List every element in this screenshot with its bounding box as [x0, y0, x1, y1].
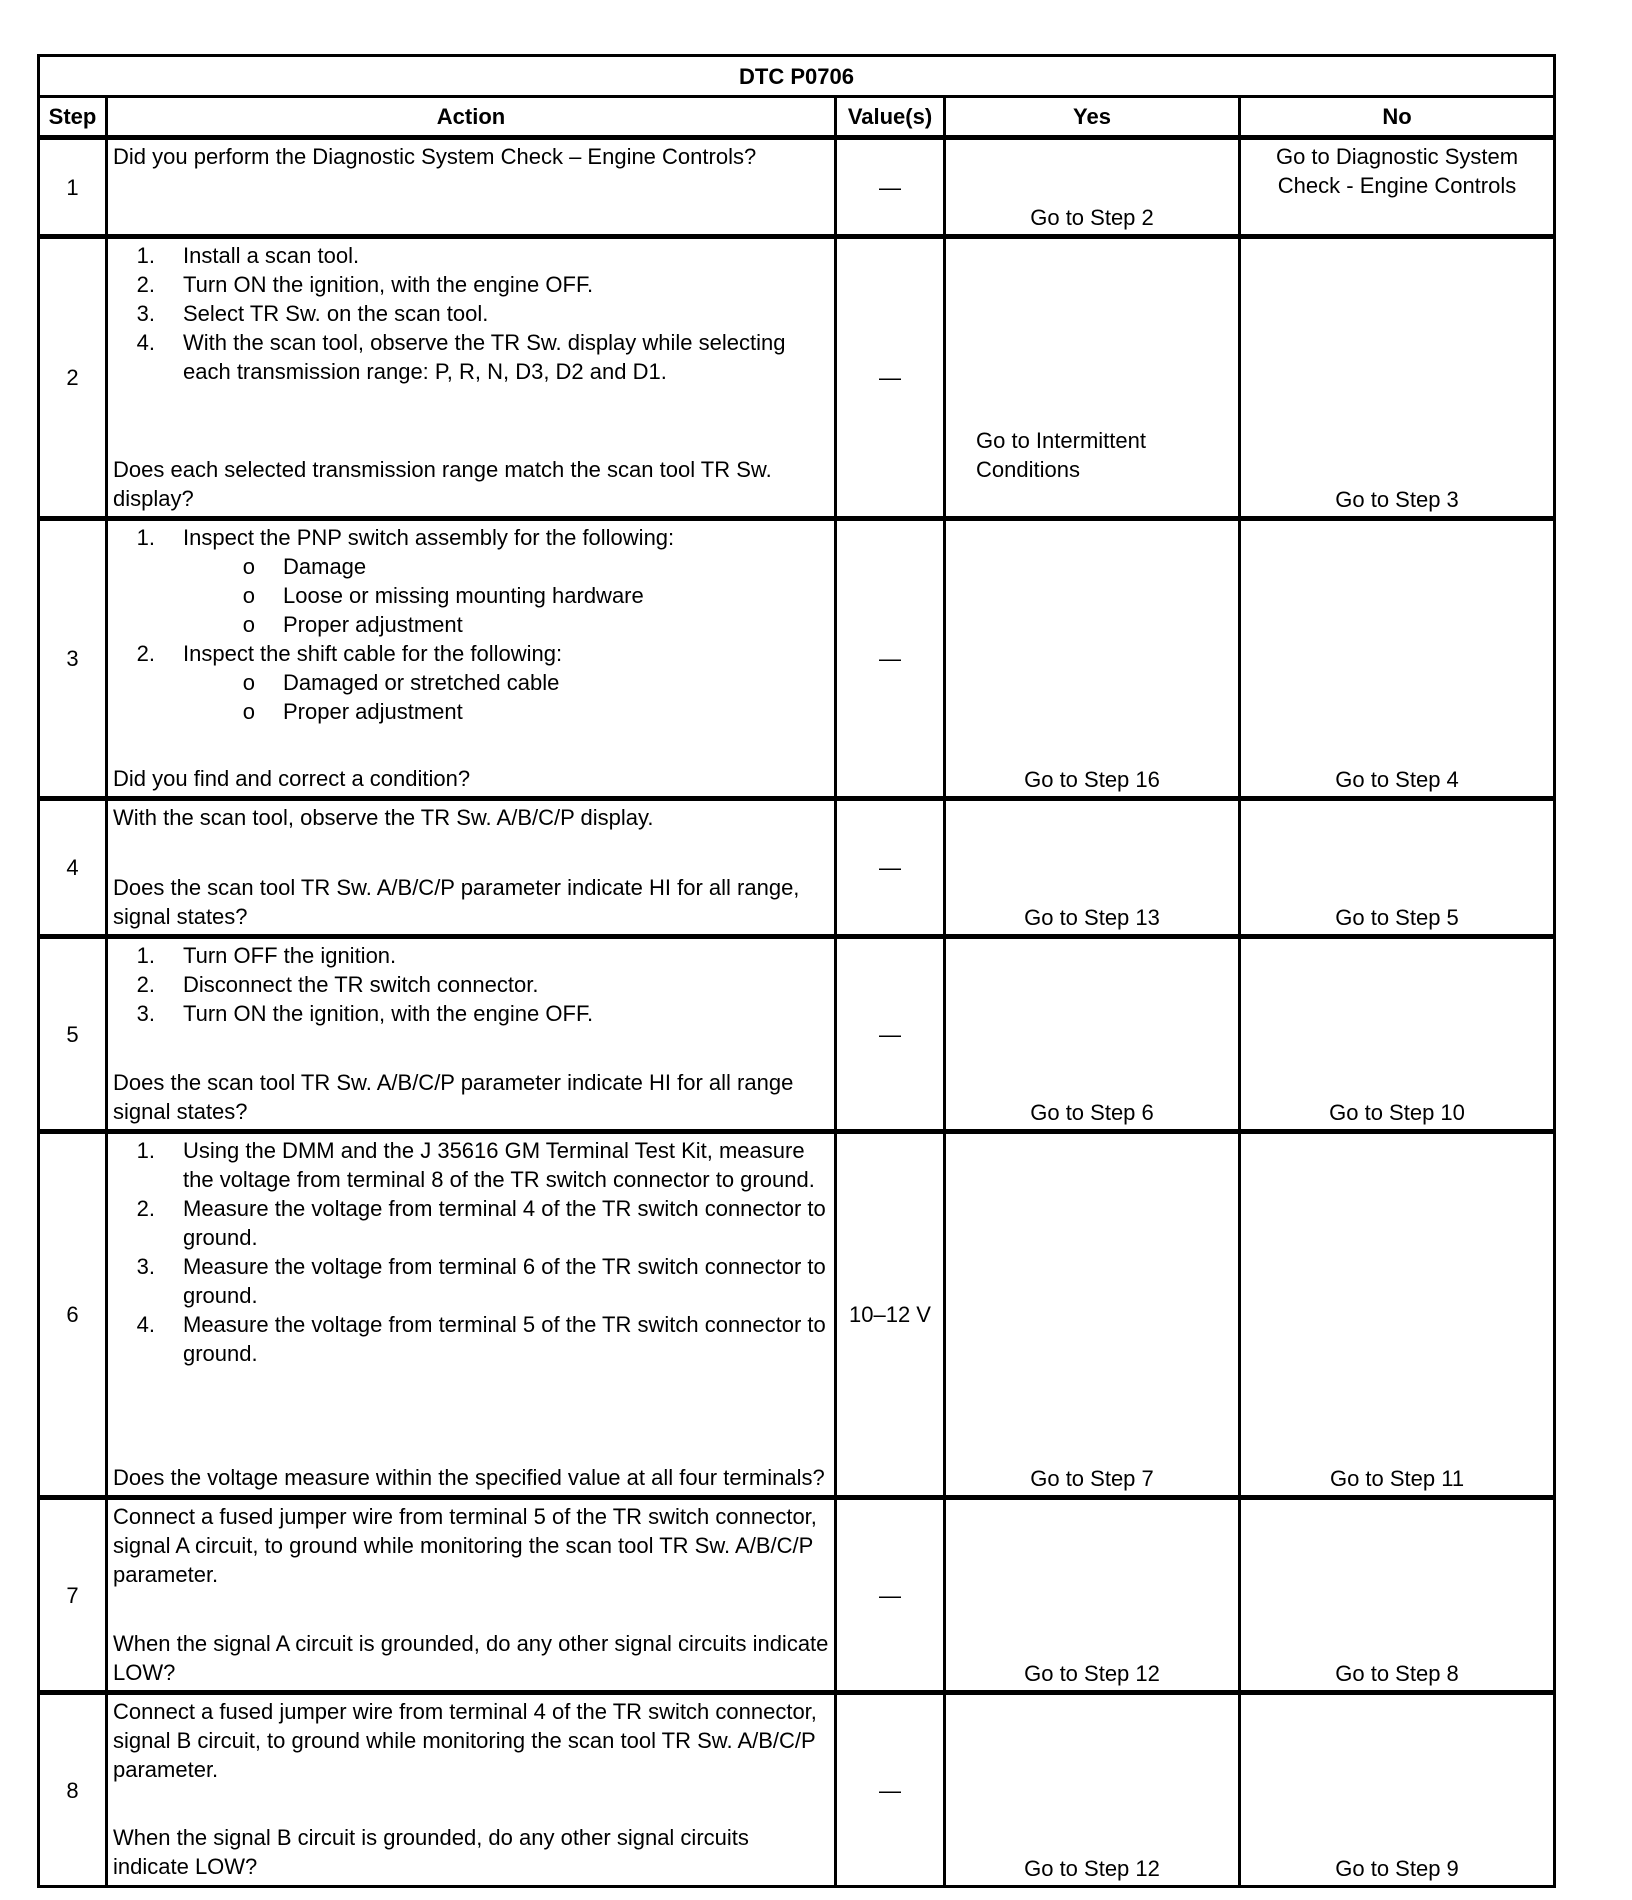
list-number: 3. — [136, 1254, 155, 1279]
header-action: Action — [107, 97, 836, 138]
list-item — [113, 299, 829, 328]
bullet-icon: o — [242, 583, 255, 608]
yes-action: Go to Step 7 — [945, 1132, 1240, 1498]
action-question: Does the scan tool TR Sw. A/B/C/P parameter indicate HI for all range, signal states? — [113, 875, 800, 929]
list-number: 1. — [136, 943, 155, 968]
list-item — [113, 1310, 829, 1368]
list-item — [113, 639, 829, 726]
list-item-body — [183, 241, 359, 270]
yes-action: Go to Step 12 — [945, 1693, 1240, 1887]
list-item-text: With the scan tool, observe the TR Sw. display while selecting each transmission range: P, R, N, D3, D2 and D1. — [183, 330, 786, 384]
list-item-body — [183, 1252, 829, 1310]
action-steps-list — [113, 523, 829, 726]
sub-item-text: Proper adjustment — [283, 612, 463, 637]
no-action: Go to Step 5 — [1240, 799, 1555, 937]
action-question: When the signal B circuit is grounded, do any other signal circuits indicate LOW? — [113, 1825, 749, 1879]
step-number: 4 — [39, 799, 107, 937]
list-number: 2. — [136, 1196, 155, 1221]
value-cell: — — [836, 937, 945, 1132]
step-number: 3 — [39, 519, 107, 799]
sub-item — [183, 581, 674, 610]
list-item-text: Install a scan tool. — [183, 243, 360, 268]
sub-item — [183, 697, 562, 726]
list-item-text: Measure the voltage from terminal 5 of the TR switch connector to ground. — [183, 1312, 826, 1366]
yes-action: Go to Step 6 — [945, 937, 1240, 1132]
list-item-text: Using the DMM and the J 35616 GM Terminal Test Kit, measure the voltage from terminal 8 of the TR switch connector to ground. — [183, 1138, 815, 1192]
header-step: Step — [39, 97, 107, 138]
table-row — [39, 138, 1555, 237]
list-item-text: Turn ON the ignition, with the engine OFF. — [183, 1001, 594, 1026]
action-text: Did you perform the Diagnostic System Check – Engine Controls? — [113, 144, 757, 169]
list-item-text: Inspect the shift cable for the following: — [183, 641, 563, 666]
list-item-body — [183, 999, 593, 1028]
action-question: Does the scan tool TR Sw. A/B/C/P parameter indicate HI for all range signal states? — [113, 1070, 794, 1124]
bullet-icon: o — [242, 554, 255, 579]
list-item-body — [183, 270, 593, 299]
diagnostic-table — [37, 54, 1556, 1888]
value-cell: — — [836, 519, 945, 799]
list-item — [113, 270, 829, 299]
action-cell — [107, 237, 836, 519]
action-cell — [107, 519, 836, 799]
yes-action: Go to Step 2 — [945, 138, 1240, 237]
action-cell — [107, 937, 836, 1132]
no-action: Go to Step 3 — [1240, 237, 1555, 519]
action-cell — [107, 1132, 836, 1498]
action-text: Connect a fused jumper wire from terminal 4 of the TR switch connector, signal B circuit, to ground while monitoring the scan tool TR Sw. A/B/C/P parameter. — [113, 1699, 817, 1782]
table-row — [39, 519, 1555, 799]
action-content — [113, 1136, 829, 1492]
action-cell — [107, 1693, 836, 1887]
list-item-body — [183, 523, 674, 639]
action-text: With the scan tool, observe the TR Sw. A/B/C/P display. — [113, 805, 654, 830]
action-steps-list — [113, 941, 829, 1028]
step-number: 5 — [39, 937, 107, 1132]
yes-action: Go to Step 13 — [945, 799, 1240, 937]
list-item — [113, 1136, 829, 1194]
list-item — [113, 941, 829, 970]
list-item — [113, 328, 829, 386]
list-item-text: Inspect the PNP switch assembly for the following: — [183, 525, 675, 550]
no-action: Go to Diagnostic System Check - Engine Controls — [1240, 138, 1555, 237]
list-number: 3. — [136, 1001, 155, 1026]
list-item-body — [183, 1310, 829, 1368]
sub-item — [183, 668, 562, 697]
value-cell: — — [836, 138, 945, 237]
list-item-body — [183, 1136, 829, 1194]
list-number: 1. — [136, 525, 155, 550]
table-row — [39, 237, 1555, 519]
action-cell — [107, 138, 836, 237]
value-cell: — — [836, 237, 945, 519]
list-number: 2. — [136, 272, 155, 297]
action-content — [113, 803, 829, 931]
no-action: Go to Step 8 — [1240, 1498, 1555, 1693]
table-row — [39, 1693, 1555, 1887]
action-content — [113, 941, 829, 1126]
sub-item-text: Damaged or stretched cable — [283, 670, 560, 695]
list-item — [113, 523, 829, 639]
action-content — [113, 1697, 829, 1881]
table-title: DTC P0706 — [39, 56, 1555, 97]
action-text: Connect a fused jumper wire from terminal 5 of the TR switch connector, signal A circuit, to ground while monitoring the scan tool TR Sw. A/B/C/P parameter. — [113, 1504, 817, 1587]
action-question: Does each selected transmission range match the scan tool TR Sw. display? — [113, 457, 772, 511]
list-item — [113, 999, 829, 1028]
no-action: Go to Step 10 — [1240, 937, 1555, 1132]
list-number: 1. — [136, 243, 155, 268]
header-yes: Yes — [945, 97, 1240, 138]
step-number: 6 — [39, 1132, 107, 1498]
action-content — [113, 142, 829, 231]
no-action: Go to Step 9 — [1240, 1693, 1555, 1887]
bullet-icon: o — [242, 612, 255, 637]
value-cell: — — [836, 799, 945, 937]
list-item — [113, 970, 829, 999]
action-question: When the signal A circuit is grounded, do any other signal circuits indicate LOW? — [113, 1631, 829, 1685]
sub-item-text: Damage — [283, 554, 367, 579]
bullet-icon: o — [242, 670, 255, 695]
yes-action: Go to Step 12 — [945, 1498, 1240, 1693]
action-steps-list — [113, 1136, 829, 1368]
bullet-icon: o — [242, 699, 255, 724]
action-steps-list — [113, 241, 829, 386]
action-content — [113, 241, 829, 513]
list-item-text: Turn OFF the ignition. — [183, 943, 397, 968]
sub-item — [183, 552, 674, 581]
list-item-body — [183, 1194, 829, 1252]
no-action: Go to Step 4 — [1240, 519, 1555, 799]
list-item — [113, 1252, 829, 1310]
step-number: 7 — [39, 1498, 107, 1693]
step-number: 1 — [39, 138, 107, 237]
header-values: Value(s) — [836, 97, 945, 138]
list-number: 1. — [136, 1138, 155, 1163]
list-item — [113, 1194, 829, 1252]
value-cell: 10–12 V — [836, 1132, 945, 1498]
sub-item-text: Loose or missing mounting hardware — [283, 583, 644, 608]
list-number: 3. — [136, 301, 155, 326]
sub-item — [183, 610, 674, 639]
action-cell — [107, 1498, 836, 1693]
list-item-text: Turn ON the ignition, with the engine OFF. — [183, 272, 594, 297]
table-row — [39, 937, 1555, 1132]
action-content — [113, 523, 829, 793]
action-question: Did you find and correct a condition? — [113, 766, 471, 791]
list-item-text: Measure the voltage from terminal 6 of the TR switch connector to ground. — [183, 1254, 826, 1308]
list-item-text: Select TR Sw. on the scan tool. — [183, 301, 489, 326]
table-row — [39, 1132, 1555, 1498]
list-item-body — [183, 299, 488, 328]
list-number: 2. — [136, 641, 155, 666]
yes-action: Go to Step 16 — [945, 519, 1240, 799]
list-item — [113, 241, 829, 270]
sub-item-text: Proper adjustment — [283, 699, 463, 724]
list-number: 4. — [136, 1312, 155, 1337]
no-action: Go to Step 11 — [1240, 1132, 1555, 1498]
list-item-body — [183, 328, 829, 386]
action-content — [113, 1502, 829, 1687]
step-number: 8 — [39, 1693, 107, 1887]
list-item-text: Measure the voltage from terminal 4 of the TR switch connector to ground. — [183, 1196, 826, 1250]
list-number: 2. — [136, 972, 155, 997]
value-cell: — — [836, 1693, 945, 1887]
header-no: No — [1240, 97, 1555, 138]
list-item-body — [183, 941, 396, 970]
list-item-body — [183, 639, 562, 726]
table-row — [39, 799, 1555, 937]
action-cell — [107, 799, 836, 937]
list-item-text: Disconnect the TR switch connector. — [183, 972, 539, 997]
table-row — [39, 1498, 1555, 1693]
list-number: 4. — [136, 330, 155, 355]
action-question: Does the voltage measure within the specified value at all four terminals? — [113, 1465, 825, 1490]
value-cell: — — [836, 1498, 945, 1693]
list-item-body — [183, 970, 538, 999]
step-number: 2 — [39, 237, 107, 519]
yes-action: Go to Intermittent Conditions — [945, 237, 1240, 519]
